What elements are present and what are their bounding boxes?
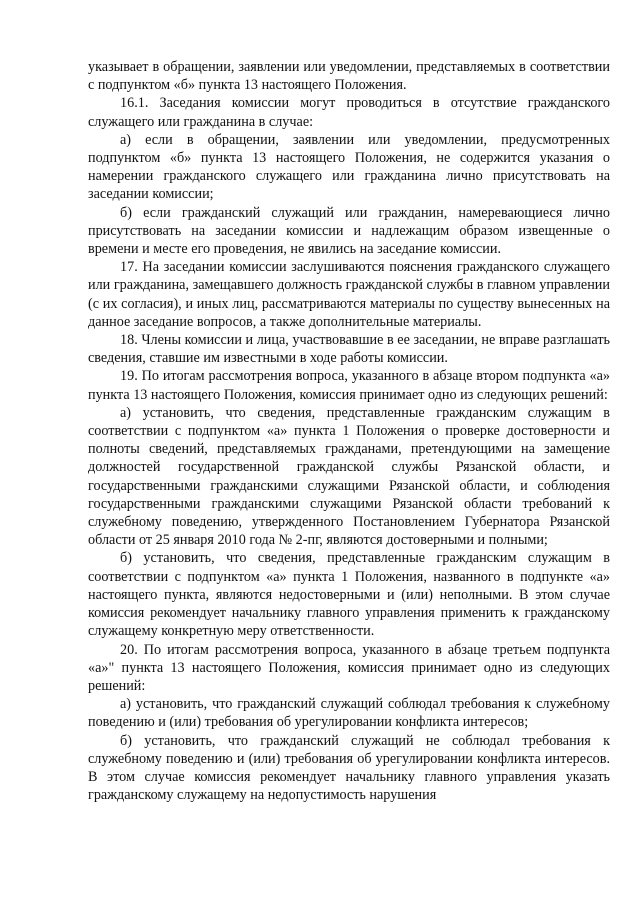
document-page [88,58,610,804]
paragraph-16-1-b: б) если гражданский служащий или гражданин, намеревающиеся лично присутствовать на заседании комиссии и надлежащим образом извещенные о времени и месте его проведения, не явились на заседание комиссии. [88,204,610,258]
paragraph-20-b: б) установить, что гражданский служащий не соблюдал требования к служебному поведению и (или) требования об урегулировании конфликта интересов. В этом случае комиссия рекомендует начальнику главного управления указать гражданскому служащему на недопустимость нарушения [88,732,610,804]
paragraph-18: 18. Члены комиссии и лица, участвовавшие в ее заседании, не вправе разглашать сведения, ставшие им известными в ходе работы комиссии. [88,332,610,367]
paragraph-19: 19. По итогам рассмотрения вопроса, указанного в абзаце втором подпункта «а» пункта 13 настоящего Положения, комиссия принимает одно из следующих решений: [88,368,610,403]
paragraph-16-1: 16.1. Заседания комиссии могут проводиться в отсутствие гражданского служащего или гражданина в случае: [88,95,610,130]
paragraph-continuation: указывает в обращении, заявлении или уведомлении, представляемых в соответствии с подпунктом «б» пункта 13 настоящего Положения. [88,59,610,94]
paragraph-17: 17. На заседании комиссии заслушиваются пояснения гражданского служащего или гражданина, замещавшего должность гражданской службы в главном управлении (с их согласия), и иных лиц, рассматриваются материалы по существу вынесенных на данное заседание вопросов, а также дополнительные материалы. [88,259,610,330]
paragraph-19-a: а) установить, что сведения, представленные гражданским служащим в соответствии с подпунктом «а» пункта 1 Положения о проверке достоверности и полноты сведений, представляемых гражданами, претендующими на замещение должностей государственной гражданской службы Рязанской области, и государственными гражданскими служащими Рязанской области, и соблюдения государственными гражданскими служащими Рязанской области требований к служебному поведению, утвержденного Постановлением Губернатора Рязанской области от 25 января 2010 года № 2-пг, являются достоверными и полными; [88,404,610,549]
paragraph-20-a: а) установить, что гражданский служащий соблюдал требования к служебному поведению и (или) требования об урегулировании конфликта интересов; [88,696,610,731]
paragraph-20: 20. По итогам рассмотрения вопроса, указанного в абзаце третьем подпункта «а»" пункта 13 настоящего Положения, комиссия принимает одно из следующих решений: [88,641,610,694]
paragraph-16-1-a: а) если в обращении, заявлении или уведомлении, предусмотренных подпунктом «б» пункта 13 настоящего Положения, не содержится указания о намерении гражданского служащего или гражданина лично присутствовать на заседании комиссии; [88,131,610,203]
paragraph-19-b: б) установить, что сведения, представленные гражданским служащим в соответствии с подпунктом «а» пункта 1 Положения, названного в подпункте «а» настоящего пункта, являются недостоверными и (или) неполными. В этом случае комиссия рекомендует начальнику главного управления применить к гражданскому служащему конкретную меру ответственности. [88,550,610,640]
